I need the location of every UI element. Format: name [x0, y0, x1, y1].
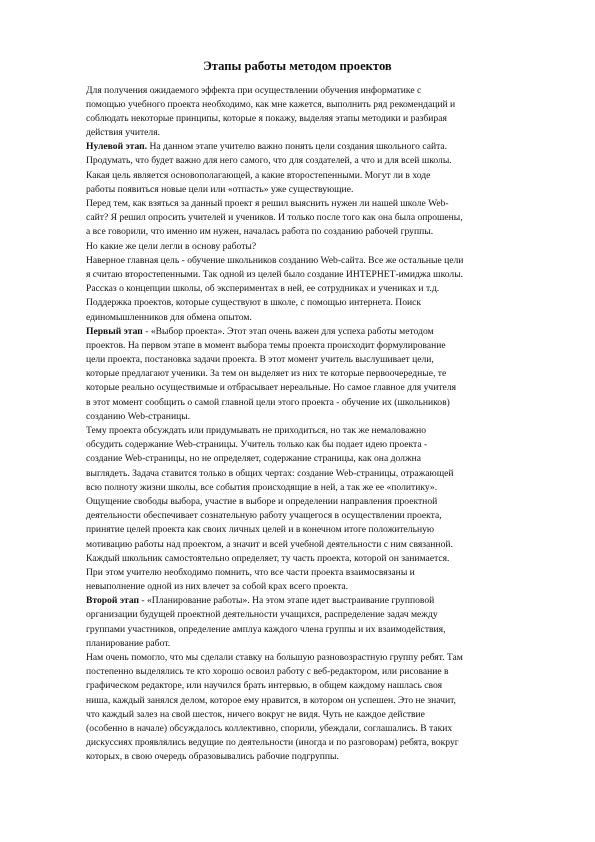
text-line — [86, 410, 556, 424]
text-line — [86, 396, 556, 410]
stage-heading: Второй этап — [86, 595, 140, 607]
text-line — [86, 523, 556, 537]
text-line — [86, 722, 556, 736]
line-text: Ощущение свободы выбора, участие в выборе и определении направления проектной — [86, 495, 438, 507]
line-text: в этот момент сообщить о самой главной цели этого проекта - обучение их (школьников) — [86, 396, 450, 408]
text-line — [86, 651, 556, 665]
line-text: (особенно в начале) обсуждалось коллективно, спорили, убеждали, соглашались. В таких — [86, 722, 453, 734]
text-line — [86, 112, 556, 126]
line-text: дискуссиях проявлялись ведущие по деятельности (иногда и по разговорам) ребята, вокруг — [86, 737, 459, 749]
line-text: планирование работ. — [86, 637, 171, 649]
text-line — [86, 452, 556, 466]
line-text: действия учителя. — [86, 127, 161, 139]
text-line — [86, 750, 556, 764]
document-body — [86, 84, 556, 765]
text-line — [86, 467, 556, 481]
paragraph — [86, 325, 556, 424]
line-text: группами участников, определение амплуа каждого члена группы и их взаимодействия, — [86, 623, 446, 635]
text-line — [86, 580, 556, 594]
line-text: постепенно выделялись те кто хорошо освоил работу с веб-редактором, или рисование в — [86, 666, 449, 678]
line-text: невыполнение одной из них влечет за собой крах всего проекта. — [86, 581, 349, 593]
line-text: ниша, каждый занялся делом, которое ему нравится, в котором он успешен. Это не значит, — [86, 694, 456, 706]
line-text: Тему проекта обсуждать или придумывать не приходиться, но так же немаловажно — [86, 425, 427, 436]
text-line — [86, 254, 556, 268]
text-line — [86, 594, 556, 608]
text-line — [86, 679, 556, 693]
stage-heading: Первый этап — [86, 325, 143, 337]
text-line — [86, 708, 556, 722]
line-text: Для получения ожидаемого эффекта при осуществлении обучения информатике с — [86, 84, 422, 96]
line-text: При этом учителю необходимо помнить, что все части проекта взаимосвязаны и — [86, 566, 415, 578]
line-text: - «Планирование работы». На этом этапе идет выстраивание групповой — [139, 595, 435, 607]
line-text: которые предлагают ученики. За тем он выделяет из них те которые первоочередные, те — [86, 368, 447, 380]
line-text: Продумать, что будет важно для него самого, что для создателей, а что и для всей школы. — [86, 155, 452, 167]
text-line — [86, 509, 556, 523]
text-line — [86, 381, 556, 395]
line-text: всю полноту жизни школы, все события происходящие в ней, а так же ее «политику». — [86, 481, 438, 493]
text-line — [86, 225, 556, 239]
text-line — [86, 183, 556, 197]
text-line — [86, 140, 556, 154]
line-text: которых, в свою очередь образовывались рабочие подгруппы. — [86, 751, 339, 763]
text-line — [86, 84, 556, 98]
paragraph — [86, 197, 556, 254]
line-text: Рассказ о концепции школы, об экспериментах в ней, ее сотрудниках и учениках и т.д. — [86, 283, 440, 295]
text-line — [86, 566, 556, 580]
paragraph — [86, 84, 556, 141]
text-line — [86, 367, 556, 381]
line-text: деятельности обеспечивает сознательную работу учащегося в осуществлении проекта, — [86, 510, 442, 522]
line-text: что каждый залез на свой шесток, ничего вокруг не видя. Чуть не каждое действие — [86, 708, 425, 720]
line-text: Нам очень помогло, что мы сделали ставку на большую разновозрастную группу ребят. Там — [86, 652, 463, 663]
line-text: которые реально осуществимые и отбрасывает нереальные. Но самое главное для учителя — [86, 382, 457, 394]
line-text: Каждый школьник самостоятельно определяет, ту часть проекта, которой он занимается. — [86, 552, 450, 564]
text-line — [86, 154, 556, 168]
stage-heading: Нулевой этап. — [86, 141, 148, 153]
line-text: - «Выбор проекта». Этот этап очень важен для успеха работы методом — [142, 325, 434, 337]
line-text: а все говорили, что именно им нужен, началась работа по созданию рабочей группы. — [86, 226, 434, 238]
text-line — [86, 282, 556, 296]
text-line — [86, 197, 556, 211]
line-text: Поддержка проектов, которые существуют в школе, с помощью интернета. Поиск — [86, 297, 422, 309]
line-text: выглядеть. Задача ставится только в общих чертах: создание Web-страницы, отражающей — [86, 467, 454, 479]
text-line — [86, 495, 556, 509]
paragraph — [86, 254, 556, 325]
line-text: работы появиться новые цели или «отпасть» уже существующие. — [86, 183, 354, 195]
paragraph — [86, 140, 556, 197]
text-line — [86, 268, 556, 282]
line-text: сайт? Я решил опросить учителей и учеников. И только после того как она была опрошены, — [86, 212, 463, 224]
text-line — [86, 126, 556, 140]
text-line — [86, 296, 556, 310]
line-text: единомышленников для обмена опытом. — [86, 311, 252, 323]
line-text: Перед тем, как взяться за данный проект я решил выяснить нужен ли нашей школе Web- — [86, 198, 449, 209]
text-line — [86, 240, 556, 254]
paragraph — [86, 594, 556, 651]
text-line — [86, 694, 556, 708]
text-line — [86, 169, 556, 183]
line-text: Какая цель является основополагающей, а какие второстепенными. Могут ли в ходе — [86, 169, 431, 181]
page-title: Этапы работы методом проектов — [203, 59, 392, 73]
line-text: помощью учебного проекта необходимо, как мне кажется, выполнить ряд рекомендаций и — [86, 98, 456, 110]
line-text: создание Web-страницы, но не определяет, содержание страницы, как она должна — [86, 453, 421, 465]
line-text: графическом редакторе, или научился брать интервью, в общем каждому нашлась своя — [86, 680, 442, 692]
text-line — [86, 311, 556, 325]
line-text: цели проекта, постановка задачи проекта. В этот момент учитель выслушивает цели, — [86, 354, 434, 366]
text-line — [86, 608, 556, 622]
text-line — [86, 736, 556, 750]
line-text: мотивацию работы над проектом, а значит и всей учебной деятельности с ним связанной. — [86, 538, 453, 550]
text-line — [86, 98, 556, 112]
text-line — [86, 637, 556, 651]
line-text: принятие целей проекта как своих личных целей и в конечном итоге положительную — [86, 524, 435, 536]
text-line — [86, 552, 556, 566]
text-line — [86, 538, 556, 552]
text-line — [86, 325, 556, 339]
line-text: созданию Web-страницы. — [86, 410, 191, 422]
line-text: Наверное главная цель - обучение школьников созданию Web-сайта. Все же остальные цели — [86, 254, 464, 266]
line-text: организации будущей проектной деятельности учащихся, распределение задач между — [86, 609, 438, 621]
text-line — [86, 424, 556, 438]
line-text: Но какие же цели легли в основу работы? — [86, 240, 257, 252]
text-line — [86, 339, 556, 353]
line-text: я считаю второстепенными. Так одной из целей было создание ИНТЕРНЕТ-имиджа школы. — [86, 268, 464, 280]
text-line — [86, 211, 556, 225]
line-text: На данном этапе учителю важно понять цели создания школьного сайта. — [147, 141, 448, 153]
paragraph — [86, 651, 556, 765]
line-text: соблюдать некоторые принципы, которые я покажу, выделяя этапы методики и разбирая — [86, 112, 447, 124]
text-line — [86, 665, 556, 679]
line-text: обсудить содержание Web-страницы. Учитель только как бы подает идею проекта - — [86, 439, 428, 451]
paragraph — [86, 424, 556, 594]
line-text: проектов. На первом этапе в момент выбора темы проекта происходит формулирование — [86, 339, 446, 351]
text-line — [86, 438, 556, 452]
text-line — [86, 481, 556, 495]
text-line — [86, 353, 556, 367]
text-line — [86, 623, 556, 637]
